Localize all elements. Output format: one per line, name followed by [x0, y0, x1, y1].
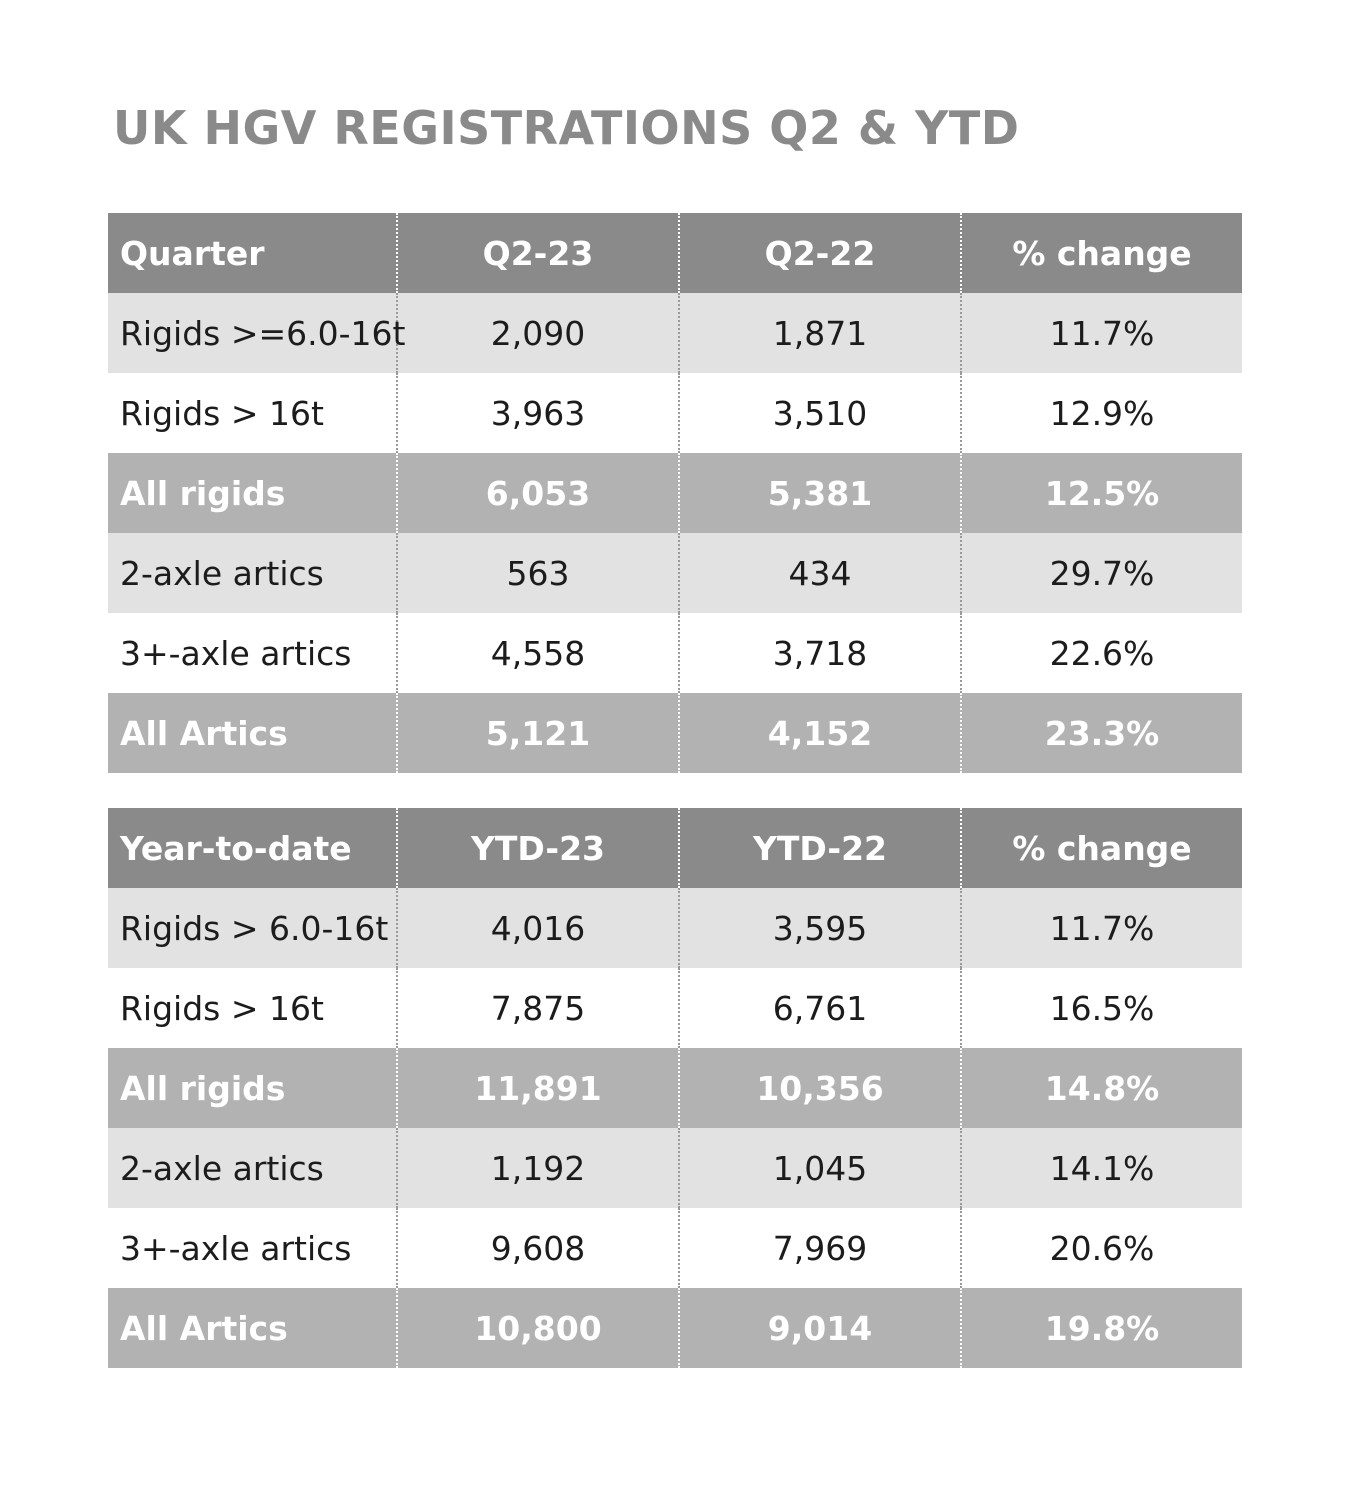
value-cell: 434 [679, 533, 961, 613]
row-label: 3+-axle artics [108, 613, 397, 693]
percent-change-cell: 22.6% [961, 613, 1242, 693]
value-cell: 10,356 [679, 1048, 961, 1128]
value-cell: 7,875 [397, 968, 679, 1048]
column-header: % change [961, 808, 1242, 888]
percent-change-cell: 11.7% [961, 293, 1242, 373]
value-cell: 1,045 [679, 1128, 961, 1208]
ytd-table [108, 808, 1242, 1368]
value-cell: 7,969 [679, 1208, 961, 1288]
value-cell: 4,016 [397, 888, 679, 968]
value-cell: 563 [397, 533, 679, 613]
row-label: Rigids > 16t [108, 373, 397, 453]
percent-change-cell: 14.1% [961, 1128, 1242, 1208]
row-label: 3+-axle artics [108, 1208, 397, 1288]
value-cell: 1,871 [679, 293, 961, 373]
value-cell: 3,510 [679, 373, 961, 453]
column-header-label: Quarter [108, 213, 397, 293]
value-cell: 11,891 [397, 1048, 679, 1128]
value-cell: 9,014 [679, 1288, 961, 1368]
row-label: 2-axle artics [108, 1128, 397, 1208]
column-header: YTD-22 [679, 808, 961, 888]
value-cell: 3,963 [397, 373, 679, 453]
table-header-row [108, 213, 1242, 293]
row-label: All Artics [108, 1288, 397, 1368]
row-label: All rigids [108, 1048, 397, 1128]
value-cell: 2,090 [397, 293, 679, 373]
total-row [108, 693, 1242, 773]
quarter-table [108, 213, 1242, 773]
value-cell: 1,192 [397, 1128, 679, 1208]
value-cell: 9,608 [397, 1208, 679, 1288]
table-row [108, 533, 1242, 613]
total-row [108, 453, 1242, 533]
row-label: All rigids [108, 453, 397, 533]
percent-change-cell: 12.9% [961, 373, 1242, 453]
page-title: UK HGV REGISTRATIONS Q2 & YTD [113, 101, 1020, 155]
value-cell: 10,800 [397, 1288, 679, 1368]
table-row [108, 293, 1242, 373]
table-row [108, 888, 1242, 968]
row-label: Rigids > 6.0-16t [108, 888, 397, 968]
percent-change-cell: 29.7% [961, 533, 1242, 613]
table-row [108, 613, 1242, 693]
column-header-label: Year-to-date [108, 808, 397, 888]
percent-change-cell: 19.8% [961, 1288, 1242, 1368]
percent-change-cell: 16.5% [961, 968, 1242, 1048]
value-cell: 6,053 [397, 453, 679, 533]
value-cell: 5,381 [679, 453, 961, 533]
total-row [108, 1048, 1242, 1128]
value-cell: 5,121 [397, 693, 679, 773]
table-row [108, 1208, 1242, 1288]
percent-change-cell: 12.5% [961, 453, 1242, 533]
row-label: Rigids > 16t [108, 968, 397, 1048]
row-label: Rigids >=6.0-16t [108, 293, 397, 373]
table-row [108, 373, 1242, 453]
row-label: 2-axle artics [108, 533, 397, 613]
table-row [108, 968, 1242, 1048]
total-row [108, 1288, 1242, 1368]
table-row [108, 1128, 1242, 1208]
percent-change-cell: 20.6% [961, 1208, 1242, 1288]
value-cell: 3,718 [679, 613, 961, 693]
row-label: All Artics [108, 693, 397, 773]
table-header-row [108, 808, 1242, 888]
value-cell: 4,558 [397, 613, 679, 693]
percent-change-cell: 14.8% [961, 1048, 1242, 1128]
percent-change-cell: 11.7% [961, 888, 1242, 968]
value-cell: 6,761 [679, 968, 961, 1048]
value-cell: 3,595 [679, 888, 961, 968]
column-header: Q2-22 [679, 213, 961, 293]
column-header: Q2-23 [397, 213, 679, 293]
column-header: % change [961, 213, 1242, 293]
column-header: YTD-23 [397, 808, 679, 888]
value-cell: 4,152 [679, 693, 961, 773]
percent-change-cell: 23.3% [961, 693, 1242, 773]
